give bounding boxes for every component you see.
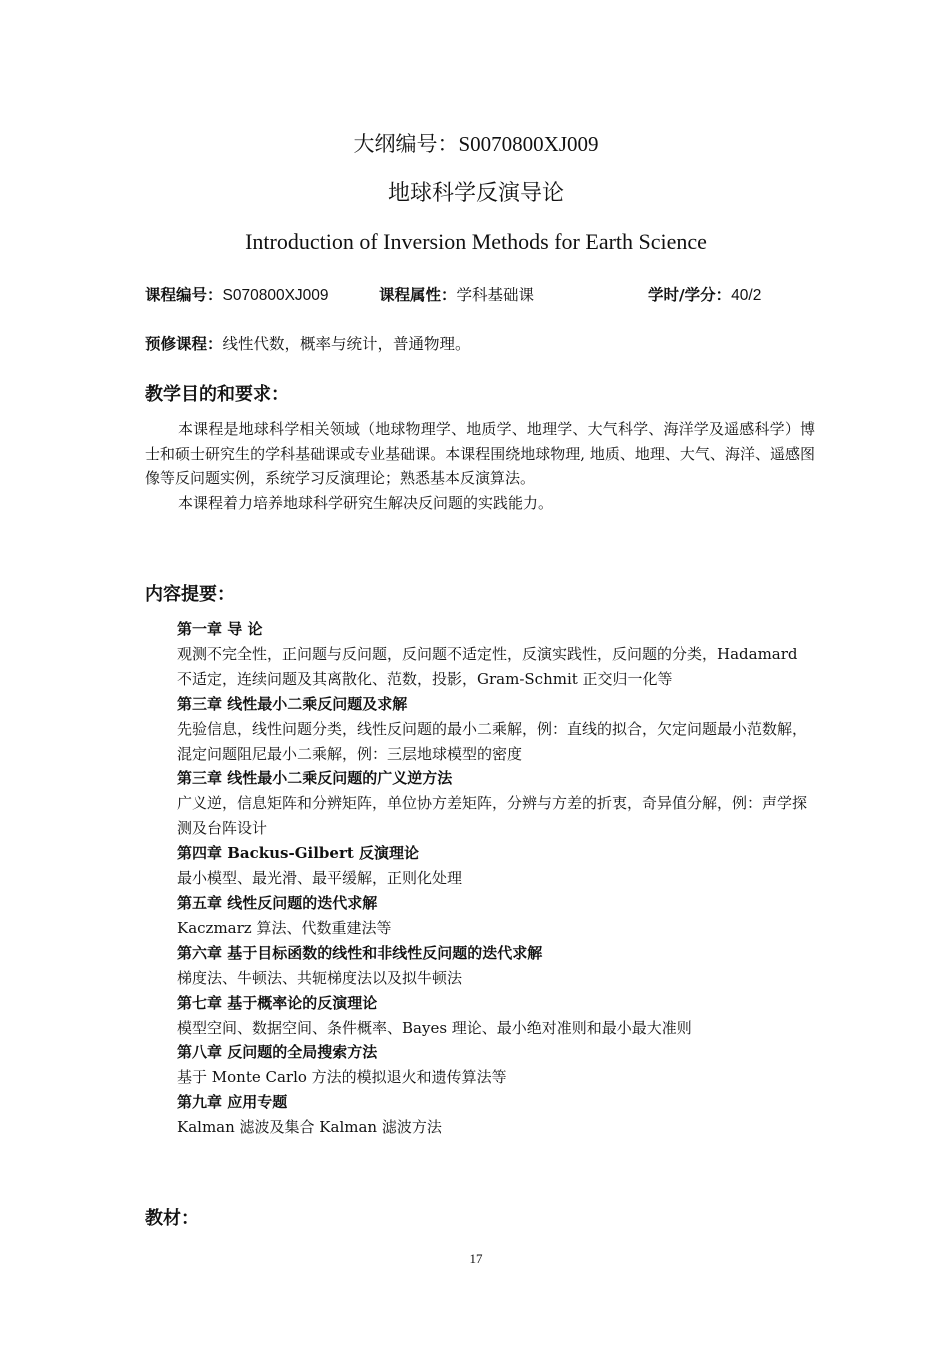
outline-number: 大纲编号：S0070800XJ009 (353, 132, 599, 156)
course-number-field (145, 283, 329, 305)
chapter-title: 第七章 基于概率论的反演理论 (177, 993, 378, 1012)
course-number-value: S070800XJ009 (222, 287, 329, 304)
summary-heading: 内容提要： (145, 584, 235, 605)
prerequisites-label: 预修课程： (145, 335, 223, 353)
chapter-title: 第三章 线性最小二乘反问题的广义逆方法 (177, 769, 453, 788)
chapter-title: 第八章 反问题的全局搜索方法 (177, 1043, 378, 1062)
chapter-body: 广义逆，信息矩阵和分辨矩阵，单位协方差矩阵，分辨与方差的折衷，奇异值分解，例：声学探测及台阵设计 (177, 794, 808, 838)
hours-credits-value: 40/2 (731, 287, 762, 304)
chapter-body: Kaczmarz 算法、代数重建法等 (177, 918, 392, 937)
chapter-list (177, 617, 817, 1140)
prerequisites-value: 线性代数，概率与统计，普通物理。 (222, 335, 471, 353)
goals-paragraph-1: 本课程是地球科学相关领域（地球物理学、地质学、地理学、大气科学、海洋学及遥感科学）博士和硕士研究生的学科基础课或专业基础课。本课程围绕地球物理, 地质、地理、大气、海洋、遥感图像等反问题实例，系统学习反演理论；熟悉基本反演算法。 (145, 420, 815, 487)
chapter-title: 第四章 Backus-Gilbert 反演理论 (177, 844, 420, 863)
chapter-title: 第九章 应用专题 (177, 1093, 288, 1112)
chapter-body: 模型空间、数据空间、条件概率、Bayes 理论、最小绝对准则和最小最大准则 (177, 1018, 692, 1037)
goals-body (145, 417, 815, 515)
course-title-en: Introduction of Inversion Methods for Earth Science (245, 229, 707, 254)
chapter-title: 第一章 导 论 (177, 620, 263, 638)
page-number: 17 (469, 1251, 483, 1266)
course-title-cn: 地球科学反演导论 (387, 180, 564, 205)
chapter-title: 第六章 基于目标函数的线性和非线性反问题的迭代求解 (177, 943, 543, 962)
chapter-body: Kalman 滤波及集合 Kalman 滤波方法 (177, 1118, 442, 1137)
course-attribute-label: 课程属性： (379, 286, 457, 304)
prerequisites (145, 332, 471, 354)
hours-credits-field (648, 283, 761, 305)
chapter-body: 基于 Monte Carlo 方法的模拟退火和遗传算法等 (177, 1068, 507, 1087)
course-attribute-field (379, 283, 534, 305)
chapter-body: 最小模型、最光滑、最平缓解，正则化处理 (177, 869, 463, 888)
chapter-title: 第五章 线性反问题的迭代求解 (177, 893, 378, 912)
textbook-heading: 教材： (145, 1208, 199, 1229)
hours-credits-label: 学时/学分： (648, 286, 732, 304)
chapter-body: 观测不完全性，正问题与反问题，反问题不适定性，反演实践性，反问题的分类，Hadamard 不适定，连续问题及其离散化、范数，投影，Gram-Schmit 正交归一化等 (177, 644, 798, 688)
course-number-label: 课程编号： (145, 286, 223, 304)
chapter-body: 先验信息，线性问题分类，线性反问题的最小二乘解，例：直线的拟合，欠定问题最小范数解，混定问题阻尼最小二乘解，例：三层地球模型的密度 (177, 719, 808, 763)
course-attribute-value: 学科基础课 (456, 287, 535, 304)
goals-heading: 教学目的和要求： (145, 384, 289, 405)
chapter-title: 第三章 线性最小二乘反问题及求解 (177, 694, 408, 713)
goals-paragraph-2: 本课程着力培养地球科学研究生解决反问题的实践能力。 (178, 493, 554, 512)
chapter-body: 梯度法、牛顿法、共轭梯度法以及拟牛顿法 (177, 968, 463, 987)
